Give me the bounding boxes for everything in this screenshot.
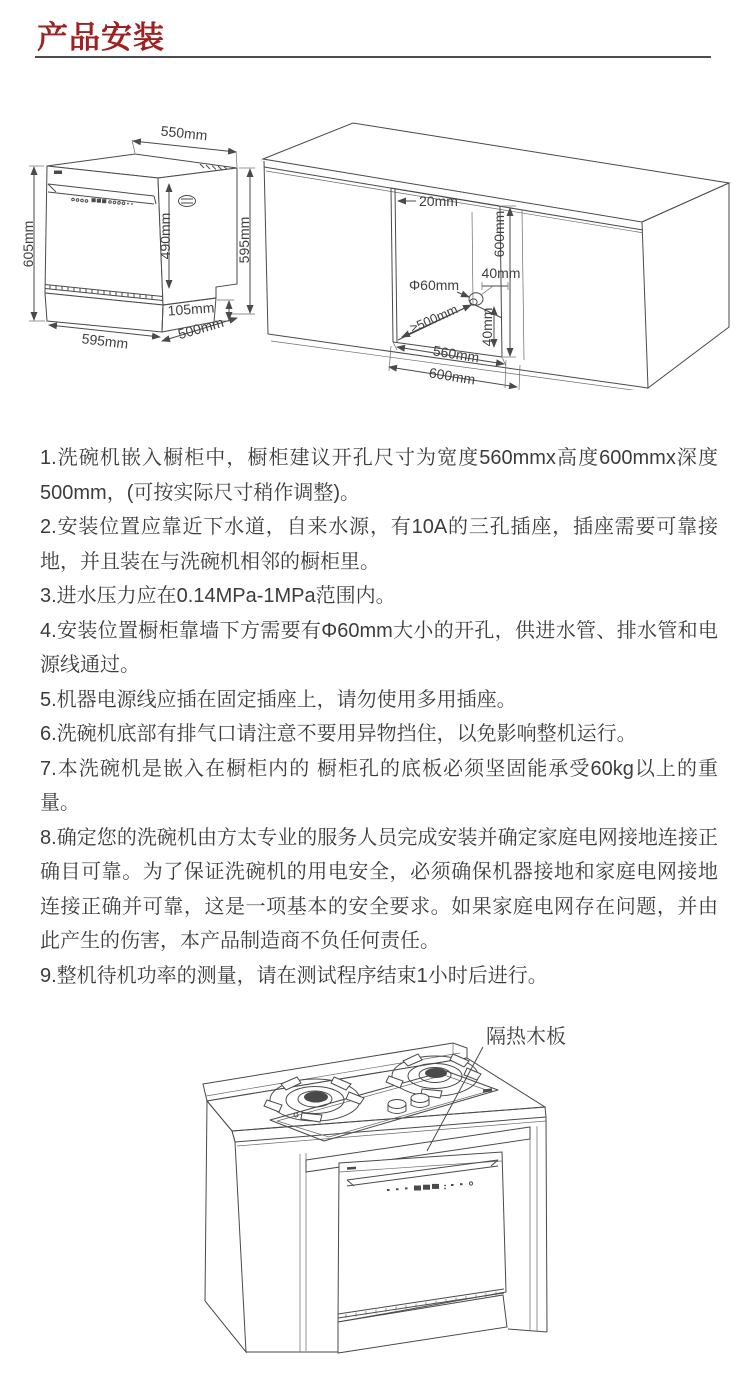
embedded-dishwasher xyxy=(338,1152,507,1353)
svg-text:500mm: 500mm xyxy=(176,313,226,343)
svg-text:≥500mm: ≥500mm xyxy=(407,301,460,336)
svg-text:Φ60mm: Φ60mm xyxy=(409,277,460,293)
dimension-605 xyxy=(20,166,45,321)
dimension-hole-diameter xyxy=(409,277,469,297)
cabinet-countertop xyxy=(263,123,729,222)
dishwasher-dimension-diagram xyxy=(20,120,260,360)
svg-text:600mm: 600mm xyxy=(491,210,507,258)
page-title: 产品安装 xyxy=(37,20,165,55)
dimension-40-vertical xyxy=(479,307,495,347)
svg-text:595mm: 595mm xyxy=(236,216,252,264)
instruction-item: 7.本洗碗机是嵌入在橱柜内的 橱柜孔的底板必须坚固能承受60kg以上的重量。 xyxy=(40,757,718,814)
installation-instructions xyxy=(40,441,718,993)
svg-text:20mm: 20mm xyxy=(419,193,458,209)
stove-installation-diagram xyxy=(150,1000,610,1379)
instruction-item: 6.洗碗机底部有排气口请注意不要用异物挡住，以免影响整机运行。 xyxy=(40,723,637,745)
instruction-item: 8.确定您的洗碗机由方太专业的服务人员完成安装并确定家庭电网接地连接正确目可靠。为了保证洗碗机的用电安全，必须确保机器接地和家庭电网接地连接正确并可靠，这是一项基本的安全要求。如果家庭电网存在问题，并由此产生的伤害，本产品制造商不负任何责任。 xyxy=(40,826,718,952)
dimension-20 xyxy=(398,193,458,209)
cabinet-cutout-diagram xyxy=(260,120,740,390)
svg-text:550mm: 550mm xyxy=(160,122,209,144)
instruction-item: 2.安装位置应靠近下水道，自来水源，有10A的三孔插座，插座需要可靠接地，并且装在与洗碗机相邻的橱柜里。 xyxy=(40,516,718,573)
svg-text:595mm: 595mm xyxy=(80,330,130,352)
instruction-item: 3.进水压力应在0.14MPa-1MPa范围内。 xyxy=(40,585,396,607)
dishwasher-front-panel xyxy=(45,166,163,305)
instruction-item: 9.整机待机功率的测量，请在测试程序结束1小时后进行。 xyxy=(40,964,548,987)
svg-text:605mm: 605mm xyxy=(20,220,36,268)
svg-text:560mm: 560mm xyxy=(431,342,481,366)
svg-text:600mm: 600mm xyxy=(427,364,477,388)
dimension-105 xyxy=(167,299,234,321)
svg-text:隔热木板: 隔热木板 xyxy=(486,1026,566,1048)
svg-text:490mm: 490mm xyxy=(157,212,173,260)
svg-text:40mm: 40mm xyxy=(479,307,495,347)
title-divider xyxy=(35,56,711,58)
dimension-min-depth xyxy=(402,301,471,337)
instruction-item: 1.洗碗机嵌入橱柜中，橱柜建议开孔尺寸为宽度560mmx高度600mmx深度500mm，(可按实际尺寸稍作调整)。 xyxy=(40,447,718,504)
svg-text:105mm: 105mm xyxy=(167,299,215,319)
cabinet-left-panel xyxy=(205,1101,246,1352)
instruction-item: 4.安装位置橱柜靠墙下方需要有Φ60mm大小的开孔，供进水管、排水管和电源线通过。 xyxy=(40,619,718,676)
instruction-item: 5.机器电源线应插在固定插座上，请勿使用多用插座。 xyxy=(40,688,517,711)
brand-logo-mark xyxy=(54,171,62,175)
svg-text:40mm: 40mm xyxy=(481,265,521,281)
